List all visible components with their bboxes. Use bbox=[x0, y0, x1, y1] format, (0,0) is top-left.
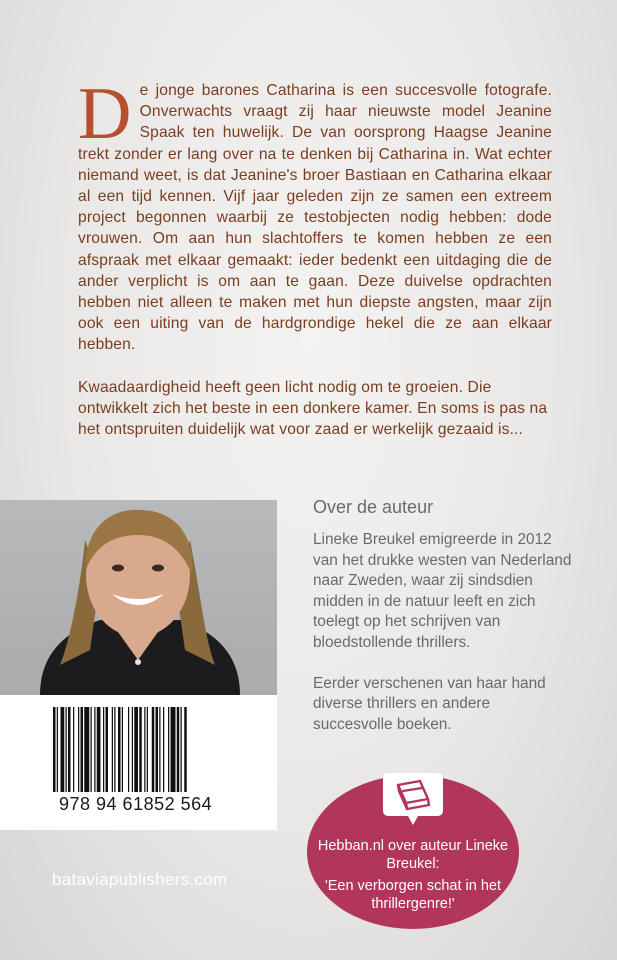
book-speech-bubble-icon bbox=[382, 769, 444, 831]
publisher-website-link[interactable]: bataviapublishers.com bbox=[52, 870, 228, 889]
badge-quote: 'Een verborgen schat in het thrillergenre!' bbox=[324, 878, 502, 912]
author-bio-paragraph-2: Eerder verschenen van haar hand diverse thrillers en andere succesvolle boeken. bbox=[313, 674, 546, 733]
author-photo bbox=[0, 500, 277, 695]
blurb-paragraph-1 bbox=[78, 73, 552, 356]
isbn-number: 978 94 61852 564 bbox=[59, 794, 213, 814]
back-cover-blurb bbox=[78, 73, 552, 440]
author-bio-paragraph-1: Lineke Breukel emigreerde in 2012 van het drukke westen van Nederland naar Zweden, waar zij sindsdien midden in de natuur leeft en zich toelegt op het schrijven van bloedstollende thrillers. bbox=[313, 531, 572, 651]
barcode-box bbox=[0, 695, 277, 830]
review-badge bbox=[307, 775, 519, 929]
blurb-paragraph-2: Kwaadaardigheid heeft geen licht nodig om te groeien. Die ontwikkelt zich het beste in een donkere kamer. En soms is pas na het ontspruiten duidelijk wat voor zaad er werkelijk gezaaid is... bbox=[78, 378, 548, 439]
badge-title: Hebban.nl over auteur Lineke Breukel: bbox=[317, 838, 509, 872]
about-author-heading: Over de auteur bbox=[313, 497, 434, 517]
barcode bbox=[51, 707, 226, 792]
about-author-text bbox=[313, 530, 573, 735]
blurb-paragraph-1-text: e jonge barones Catharina is een succesvolle fotografe. Onverwachts vraagt zij haar nieuwste model Jeanine Spaak ten huwelijk. De van oorsprong Haagse Jeanine trekt zonder er lang over na te denken bij Catharina in. Wat echter niemand weet, is dat Jeanine's broer Bastiaan en Catharina elkaar al een tijd kennen. Vijf jaar geleden zijn ze samen een extreem project begonnen waarbij ze testobjecten nodig hebben: dode vrouwen. Om aan hun slachtoffers te komen hebben ze een afspraak met elkaar gemaakt: ieder bedenkt een uitdaging die de ander verplicht is om aan te gaan. Deze duivelse opdrachten hebben niet alleen te maken met hun diepste angsten, maar zijn ook een uiting van de hardgrondige hekel die ze aan elkaar hebben. bbox=[78, 82, 552, 354]
drop-cap: D bbox=[78, 73, 132, 155]
